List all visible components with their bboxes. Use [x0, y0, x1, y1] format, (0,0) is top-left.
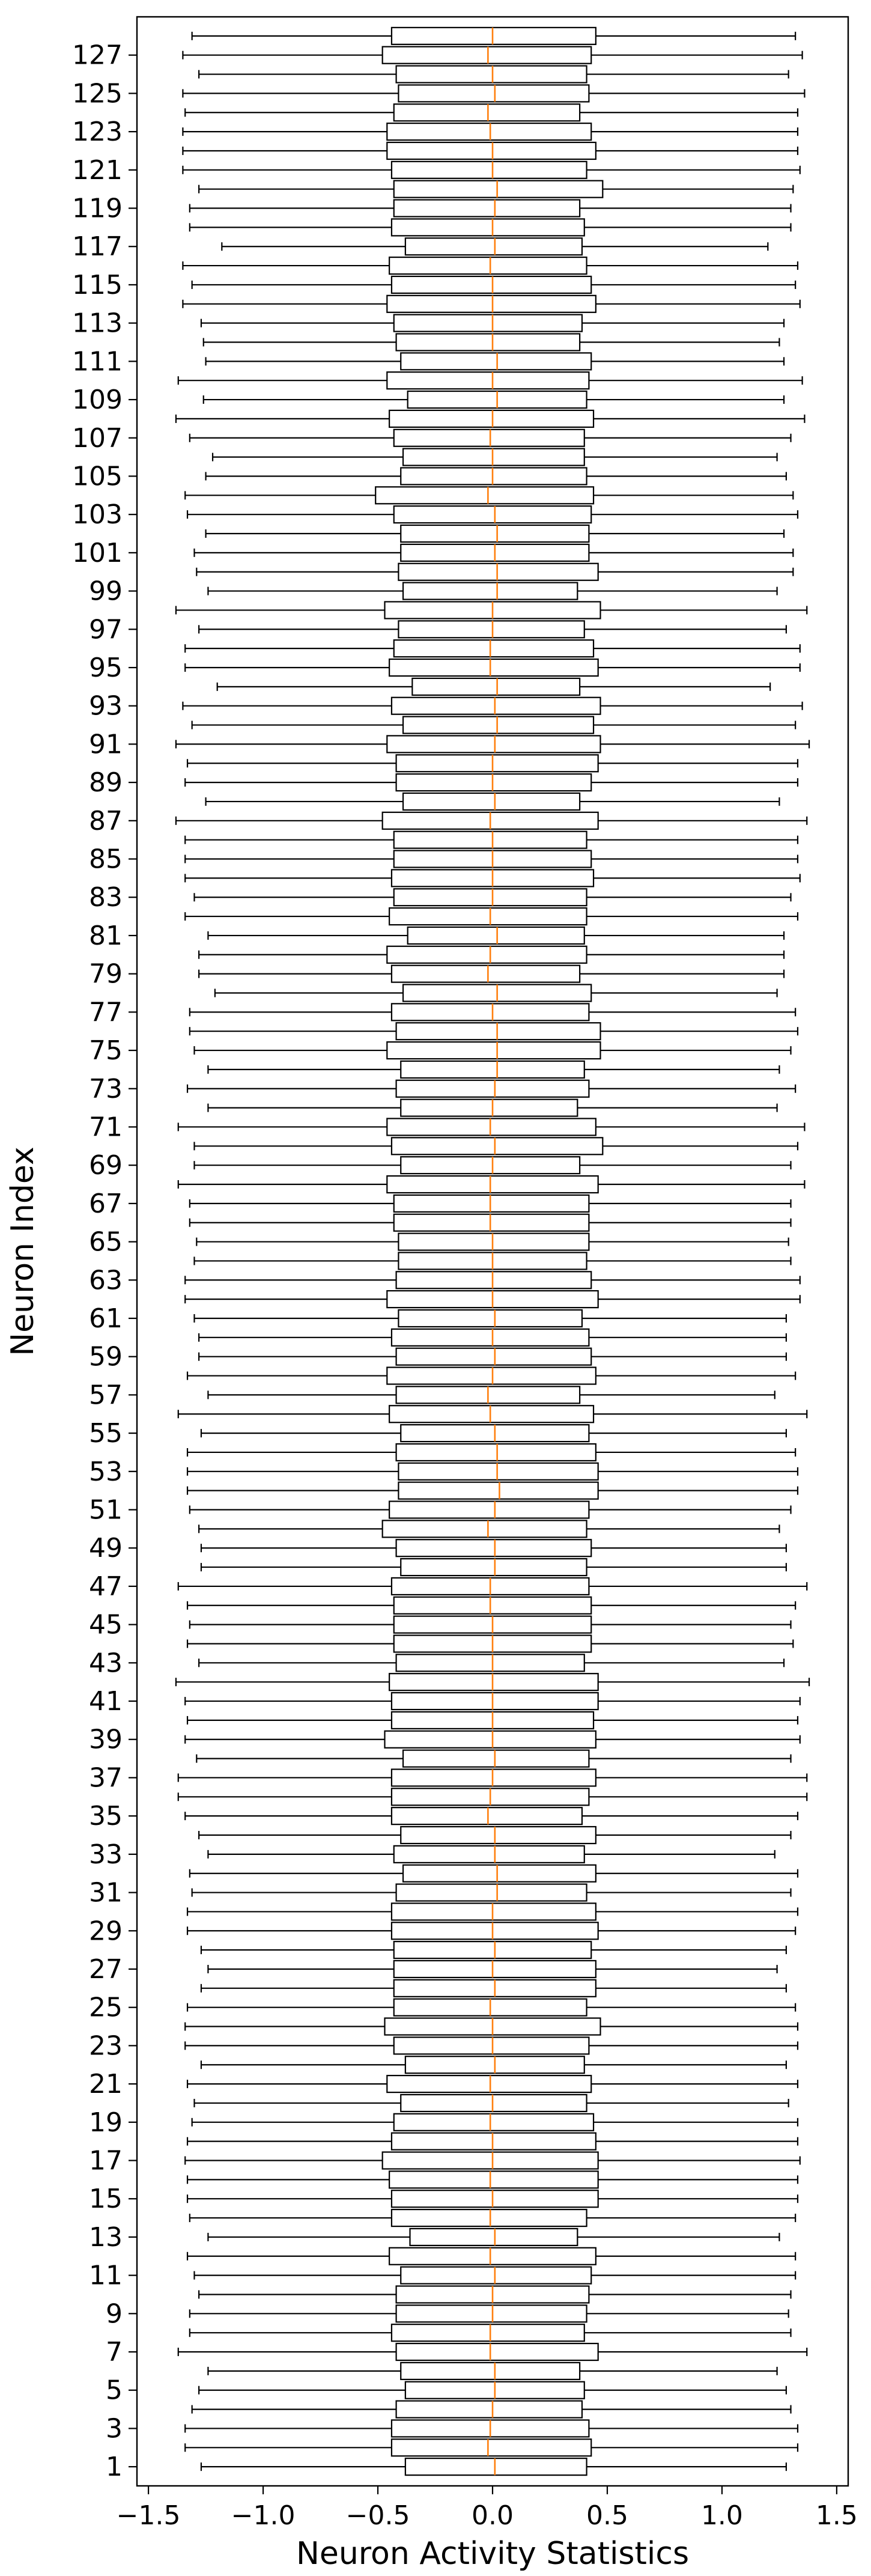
y-tick-label: 51: [89, 1494, 123, 1526]
y-tick-label: 9: [106, 2298, 123, 2330]
y-tick-label: 77: [89, 997, 123, 1028]
y-tick-label: 29: [89, 1916, 123, 1947]
y-tick-label: 85: [89, 844, 123, 875]
y-tick-label: 69: [89, 1150, 123, 1181]
y-tick-label: 95: [89, 652, 123, 683]
x-axis-label: Neuron Activity Statistics: [296, 2536, 690, 2572]
y-tick-label: 89: [89, 767, 123, 799]
y-tick-label: 3: [106, 2413, 123, 2444]
y-tick-label: 43: [89, 1648, 123, 1679]
y-tick-label: 7: [106, 2337, 123, 2368]
y-tick-label: 93: [89, 690, 123, 722]
x-tick-label: 0.0: [472, 2500, 514, 2531]
y-tick-label: 35: [89, 1801, 123, 1832]
y-tick-label: 15: [89, 2184, 123, 2215]
x-tick-label: 1.0: [700, 2500, 743, 2531]
y-tick-label: 19: [89, 2107, 123, 2138]
y-tick-label: 31: [89, 1877, 123, 1908]
y-tick-label: 109: [72, 385, 123, 416]
y-tick-label: 113: [72, 308, 123, 339]
y-tick-label: 53: [89, 1456, 123, 1487]
y-tick-label: 127: [72, 40, 123, 71]
y-tick-label: 119: [72, 193, 123, 224]
y-tick-label: 13: [89, 2221, 123, 2253]
y-tick-label: 63: [89, 1265, 123, 1296]
x-tick-label: −1.5: [116, 2500, 181, 2531]
x-tick-label: 1.5: [815, 2500, 858, 2531]
y-tick-label: 5: [106, 2375, 123, 2406]
y-tick-label: 55: [89, 1418, 123, 1449]
y-tick-label: 41: [89, 1686, 123, 1717]
y-tick-label: 33: [89, 1839, 123, 1870]
y-tick-label: 23: [89, 2030, 123, 2062]
y-tick-label: 45: [89, 1609, 123, 1640]
y-tick-label: 49: [89, 1533, 123, 1564]
y-tick-label: 65: [89, 1226, 123, 1258]
y-tick-label: 71: [89, 1112, 123, 1143]
y-tick-label: 115: [72, 269, 123, 300]
y-tick-label: 25: [89, 1992, 123, 2023]
x-tick-label: −0.5: [345, 2500, 410, 2531]
y-tick-label: 27: [89, 1953, 123, 1985]
y-tick-label: 67: [89, 1188, 123, 1219]
y-tick-label: 117: [72, 231, 123, 263]
y-tick-label: 83: [89, 882, 123, 913]
y-tick-label: 37: [89, 1762, 123, 1794]
y-tick-label: 123: [72, 117, 123, 148]
y-tick-label: 103: [72, 499, 123, 531]
y-tick-label: 111: [72, 346, 123, 377]
y-tick-label: 39: [89, 1724, 123, 1755]
y-tick-label: 121: [72, 154, 123, 186]
y-tick-label: 81: [89, 920, 123, 951]
x-tick-label: 0.5: [586, 2500, 628, 2531]
y-tick-label: 101: [72, 537, 123, 568]
y-tick-label: 97: [89, 614, 123, 645]
y-tick-label: 87: [89, 805, 123, 836]
y-tick-label: 59: [89, 1341, 123, 1372]
y-tick-label: 21: [89, 2069, 123, 2100]
y-tick-label: 47: [89, 1571, 123, 1602]
y-tick-label: 11: [89, 2260, 123, 2291]
y-tick-label: 105: [72, 461, 123, 492]
y-tick-label: 73: [89, 1073, 123, 1104]
y-axis-label: Neuron Index: [5, 1146, 41, 1356]
x-tick-label: −1.0: [231, 2500, 296, 2531]
y-tick-label: 61: [89, 1303, 123, 1334]
y-tick-label: 17: [89, 2145, 123, 2176]
y-tick-label: 125: [72, 78, 123, 109]
y-tick-label: 1: [106, 2452, 123, 2483]
y-tick-label: 99: [89, 576, 123, 607]
y-tick-label: 75: [89, 1035, 123, 1067]
y-tick-label: 57: [89, 1380, 123, 1411]
y-tick-label: 91: [89, 729, 123, 760]
y-tick-label: 107: [72, 422, 123, 454]
y-tick-label: 79: [89, 958, 123, 990]
